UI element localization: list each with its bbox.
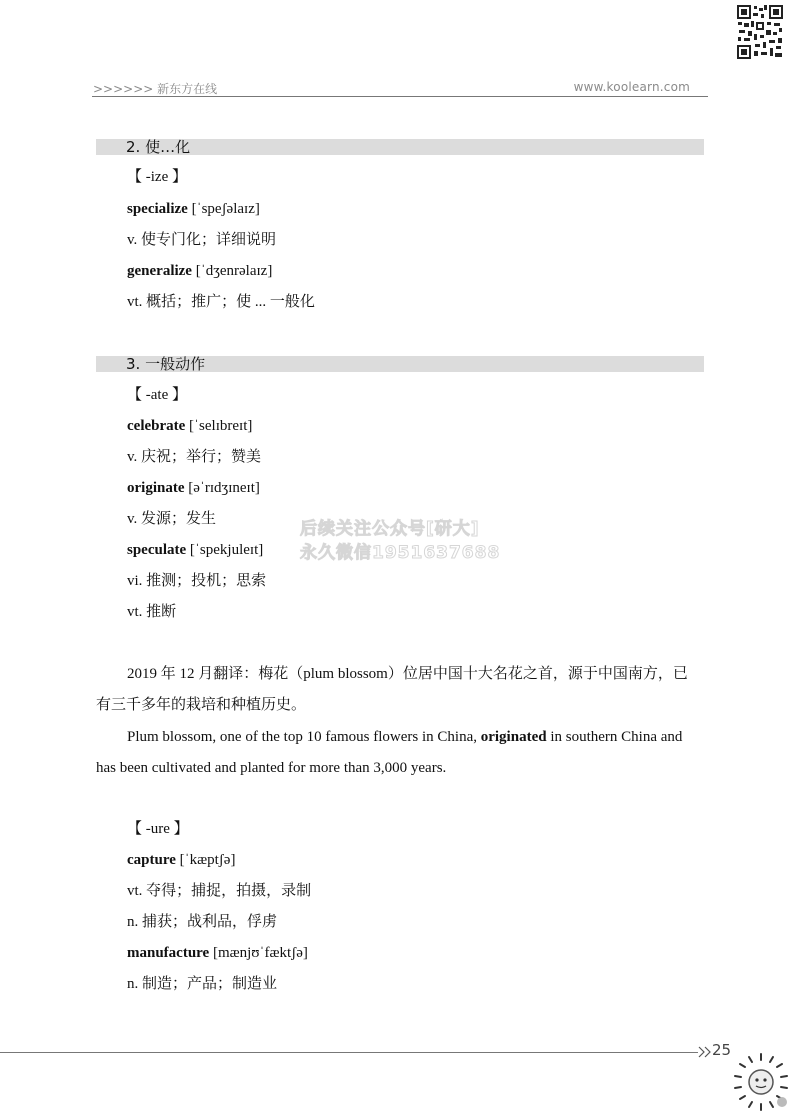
example-en-text: Plum blossom, one of the top 10 famous flowers in China,: [127, 729, 481, 745]
vocab-entry: [127, 479, 260, 497]
definition: vt. 概括；推广；使 ... 一般化: [127, 294, 315, 310]
section-heading-2: 2. 使…化: [96, 139, 704, 155]
vocab-word: speculate: [127, 542, 187, 558]
example-en-text: in southern China and: [546, 729, 683, 745]
phonetic: [ˈdʒenrəlaɪz]: [195, 263, 273, 279]
vocab-entry: [127, 851, 235, 869]
definition: n. 捕获；战利品，俘虏: [127, 914, 278, 930]
vocab-word: generalize: [127, 263, 192, 279]
qr-code-icon: [736, 4, 784, 60]
suffix-tag-ize: 【 -ize 】: [127, 169, 187, 185]
section-heading-3: 3. 一般动作: [96, 356, 704, 372]
vocab-word: celebrate: [127, 418, 186, 434]
vocab-entry: [127, 200, 260, 218]
mini-program-code-icon: [730, 1052, 792, 1112]
vocab-word: specialize: [127, 201, 188, 217]
example-zh-line-1: 2019 年 12 月翻译：梅花（plum blossom）位居中国十大名花之首，源于中国南方，已: [127, 666, 688, 682]
phonetic: [ˈselɪbreɪt]: [189, 418, 253, 434]
definition: v. 庆祝；举行；赞美: [127, 449, 262, 465]
phonetic: [ˈkæptʃə]: [179, 852, 236, 868]
chevron-right-icon: [698, 1046, 712, 1058]
example-en-line-2: has been cultivated and planted for more than 3,000 years.: [96, 760, 447, 776]
example-zh-line-2: 有三千多年的栽培和种植历史。: [96, 697, 307, 713]
page-number: 25: [712, 1041, 732, 1059]
definition: vt. 夺得；捕捉，拍摄，录制: [127, 883, 312, 899]
example-en-line-1: [127, 728, 682, 746]
vocab-entry: [127, 262, 272, 280]
vocab-entry: [127, 417, 252, 435]
definition: v. 使专门化；详细说明: [127, 232, 277, 248]
vocab-word: originate: [127, 480, 185, 496]
footer-divider: [0, 1052, 698, 1053]
phonetic: [mænjʊˈfæktʃə]: [212, 945, 308, 961]
definition: vi. 推测；投机；思索: [127, 573, 267, 589]
definition: vt. 推断: [127, 604, 177, 620]
vocab-word: manufacture: [127, 945, 210, 961]
vocab-word: capture: [127, 852, 176, 868]
suffix-tag-ate: 【 -ate 】: [127, 387, 187, 403]
phonetic: [əˈrɪdʒɪneɪt]: [188, 480, 260, 496]
header-brand: >>>>>> 新东方在线: [93, 82, 218, 96]
phonetic: [ˈspekjuleɪt]: [189, 542, 264, 558]
watermark-line-1: 后续关注公众号[研大]: [300, 519, 480, 539]
example-en-highlight: originated: [480, 729, 547, 745]
vocab-entry: [127, 541, 263, 559]
definition: n. 制造；产品；制造业: [127, 976, 278, 992]
suffix-tag-ure: 【 -ure 】: [127, 821, 189, 837]
definition: v. 发源；发生: [127, 511, 217, 527]
header-site-url[interactable]: www.koolearn.com: [573, 80, 690, 94]
vocab-entry: [127, 944, 308, 962]
phonetic: [ˈspeʃəlaɪz]: [191, 201, 260, 217]
watermark-line-2: 永久微信1951637688: [300, 543, 501, 563]
header-divider: [92, 96, 708, 97]
